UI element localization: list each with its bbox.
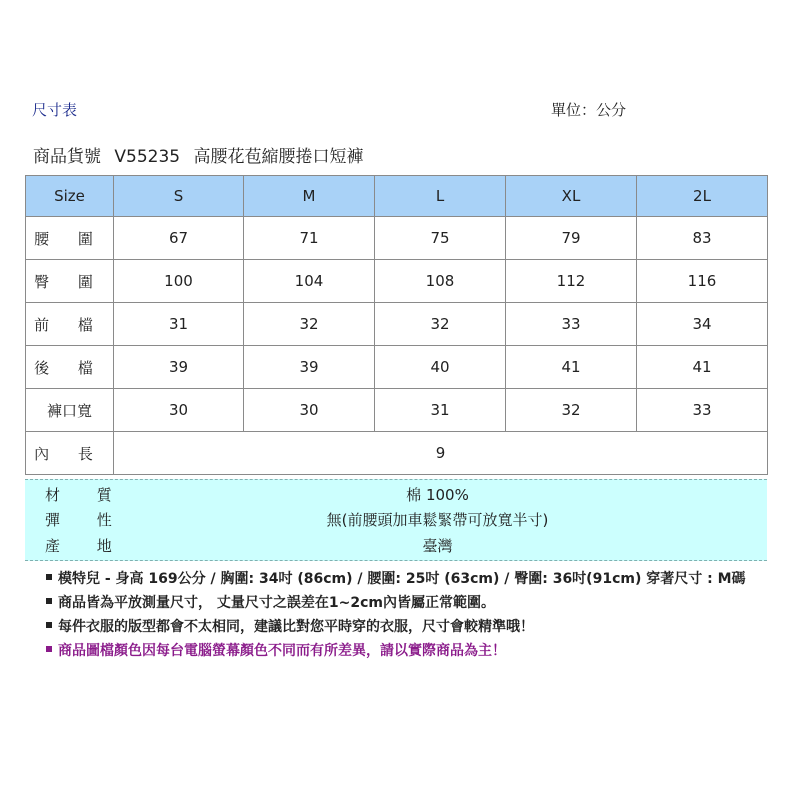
note-item	[46, 569, 746, 593]
size-header-cell: 2L	[637, 176, 768, 217]
note-text: 商品皆為平放測量尺寸， 丈量尺寸之誤差在1~2cm內皆屬正常範圍。	[58, 595, 495, 611]
table-cell: 33	[637, 389, 768, 432]
table-row	[26, 389, 768, 432]
note-item	[46, 617, 746, 641]
fabric-row	[25, 484, 767, 508]
notes-list	[46, 569, 746, 665]
table-cell: 116	[637, 260, 768, 303]
table-cell: 40	[375, 346, 506, 389]
table-cell: 112	[506, 260, 637, 303]
fabric-label: 產 地	[45, 537, 128, 555]
size-chart-title: 尺寸表	[32, 101, 78, 119]
row-label: 後 檔	[26, 346, 114, 389]
row-label: 褲口寬	[26, 389, 114, 432]
table-cell: 108	[375, 260, 506, 303]
table-cell: 32	[244, 303, 375, 346]
table-cell: 79	[506, 217, 637, 260]
table-cell: 31	[375, 389, 506, 432]
fabric-label: 彈 性	[45, 511, 128, 529]
table-cell: 39	[114, 346, 244, 389]
table-row	[26, 217, 768, 260]
bullet-icon	[46, 646, 52, 652]
size-header-cell: XL	[506, 176, 637, 217]
table-cell: 33	[506, 303, 637, 346]
table-cell: 41	[637, 346, 768, 389]
table-cell: 71	[244, 217, 375, 260]
table-cell: 30	[244, 389, 375, 432]
table-cell: 83	[637, 217, 768, 260]
row-label: 臀 圍	[26, 260, 114, 303]
table-row	[26, 346, 768, 389]
row-label: 腰 圍	[26, 217, 114, 260]
row-label: 內 長	[26, 432, 114, 475]
product-name: 高腰花苞縮腰捲口短褲	[193, 147, 364, 167]
table-cell: 67	[114, 217, 244, 260]
fabric-label: 材 質	[45, 486, 128, 504]
fabric-value: 無(前腰頭加車鬆緊帶可放寬半寸)	[326, 511, 549, 529]
fabric-value: 臺灣	[422, 537, 453, 555]
product-code: V55235	[114, 147, 181, 167]
fabric-row	[25, 509, 767, 533]
size-header-cell: M	[244, 176, 375, 217]
table-row	[26, 260, 768, 303]
row-label: 前 檔	[26, 303, 114, 346]
table-cell: 75	[375, 217, 506, 260]
size-header-cell: Size	[26, 176, 114, 217]
note-text: 商品圖檔顏色因每台電腦螢幕顏色不同而有所差異，請以實際商品為主！	[58, 643, 506, 659]
unit-label: 單位：公分	[551, 101, 627, 119]
table-cell: 41	[506, 346, 637, 389]
fabric-info	[25, 479, 767, 561]
table-cell: 39	[244, 346, 375, 389]
table-cell: 104	[244, 260, 375, 303]
table-cell: 31	[114, 303, 244, 346]
note-text: 模特兒 - 身高 169公分 / 胸圍: 34吋 (86cm) / 腰圍: 25吋 (63cm) / 臀圍: 36吋(91cm) 穿著尺寸 : M碼	[58, 571, 746, 587]
table-cell: 30	[114, 389, 244, 432]
note-item	[46, 593, 746, 617]
table-row	[26, 432, 768, 475]
size-header-cell: S	[114, 176, 244, 217]
product-code-label: 商品貨號	[33, 147, 101, 167]
table-cell: 32	[506, 389, 637, 432]
table-cell: 9	[114, 432, 768, 475]
table-cell: 32	[375, 303, 506, 346]
size-table	[25, 175, 768, 475]
fabric-value: 棉 100%	[406, 486, 469, 504]
bullet-icon	[46, 574, 52, 580]
note-text: 每件衣服的版型都會不太相同，建議比對您平時穿的衣服，尺寸會較精準哦！	[58, 619, 534, 635]
table-row	[26, 303, 768, 346]
note-item	[46, 641, 746, 665]
bullet-icon	[46, 598, 52, 604]
bullet-icon	[46, 622, 52, 628]
size-header-cell: L	[375, 176, 506, 217]
size-header-row	[26, 176, 768, 217]
product-line	[33, 142, 372, 167]
table-cell: 34	[637, 303, 768, 346]
fabric-row	[25, 535, 767, 559]
table-cell: 100	[114, 260, 244, 303]
